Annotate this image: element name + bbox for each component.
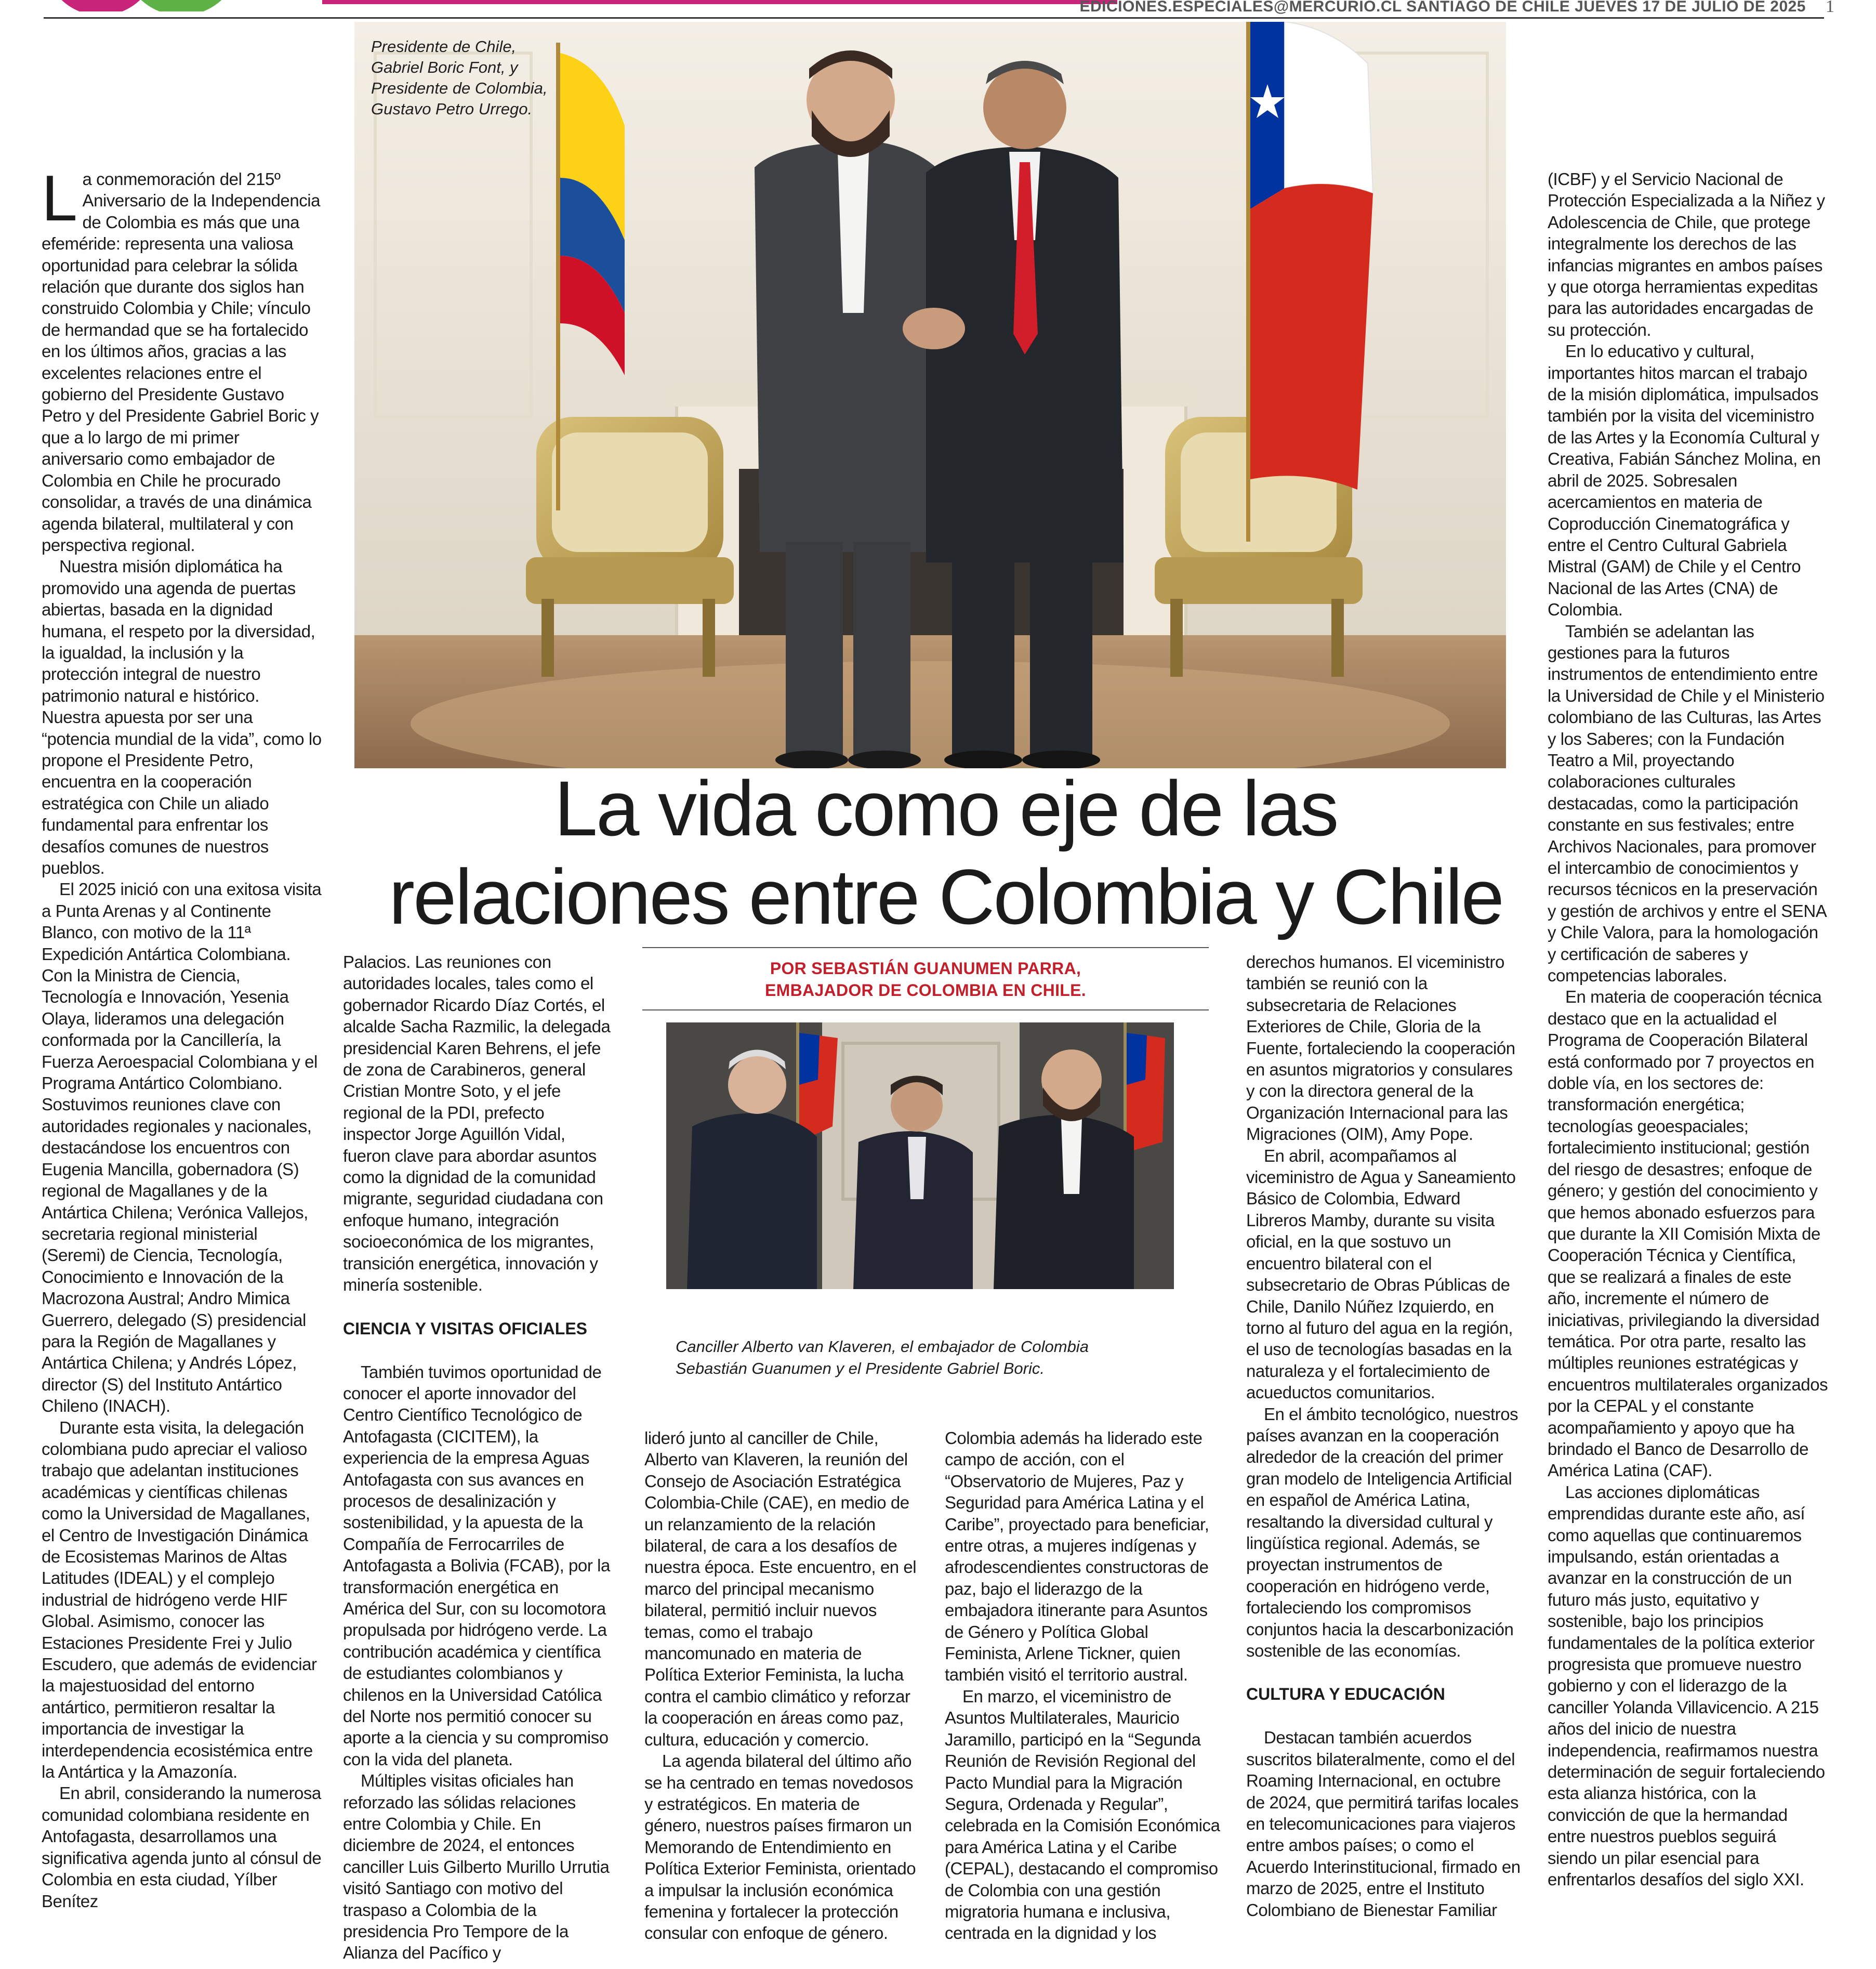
logo-magenta-circle (44, 0, 158, 11)
paragraph: En abril, considerando la numerosa comunidad colombiana residente en Antofagasta, desarrollamos una significativa agenda junto al cónsul de Colombia en esta ciudad, Yílber Benítez (42, 1783, 322, 1911)
paragraph-text: a conmemoración del 215º Aniversario de la Independencia de Colombia es más que una efeméride: representa una valiosa oportunidad para celebrar la sólida relación que durante dos siglos han construido Colombia y Chile; vínculo de hermandad que se ha fortalecido en los últimos años, gracias a las excelentes relaciones entre el gobierno del Presidente Gustavo Petro y del Presidente Gabriel Boric y que a lo largo de mi primer aniversario como embajador de Colombia en Chile he procurado consolidar, a través de una dinámica agenda bilateral, multilateral y con perspectiva regional. (42, 169, 321, 555)
article-column-3 (644, 1427, 917, 1944)
page-number: 1 (1826, 0, 1834, 16)
paragraph: Las acciones diplomáticas emprendidas durante este año, así como aquellas que continuaremos impulsando, están orientadas a avanzar en la construcción de un futuro más justo, equitativo y sostenible, bajo los principios fundamentales de la política exterior progresista que promueve nuestro gobierno y con el liderazgo de la canciller Yolanda Villavicencio. A 215 años del inicio de nuestra independencia, reafirmamos nuestra determinación de seguir fortaleciendo esta alianza histórica, con la convicción de que la hermandad entre nuestros pueblos seguirá siendo un pilar esencial para enfrentarlos desafíos del siglo XXI. (1548, 1482, 1825, 1889)
paragraph: En materia de cooperación técnica destaco que en la actualidad el Programa de Cooperación Bilateral está conformado por 7 proyectos en doble vía, en los sectores de: transformación energética; tecnologías geoespaciales; fortalecimiento institucional; gestión del riesgo de desastres; enfoque de género; y gestión del conocimiento y que hemos abonado esfuerzos para que durante la XII Comisión Mixta de Cooperación Técnica y Científica, que se realizará a finales de este año, incremente el número de iniciativas, privilegiando la diversidad temática. Por otra parte, resalto las múltiples reuniones estratégicas y encuentros multilaterales organizados por la CEPAL y el constante acompañamiento y apoyo que ha brindado el Banco de Desarrollo de América Latina (CAF). (1548, 987, 1828, 1480)
article-column-5 (1246, 951, 1522, 1921)
byline-rule-bottom (642, 1009, 1209, 1010)
article-column-4 (945, 1427, 1220, 1944)
article-column-1 (42, 163, 322, 1912)
headline (291, 764, 1601, 941)
lead-paragraph (42, 163, 322, 556)
secondary-photo (666, 1022, 1174, 1289)
header-rule (44, 17, 1824, 19)
logo-green-circle (122, 0, 241, 11)
byline (642, 957, 1209, 1001)
paragraph: Colombia además ha liderado este campo de acción, con el “Observatorio de Mujeres, Paz y Seguridad para América Latina y el Caribe”, proyectado para beneficiar, entre otras, a mujeres indígenas y afrodescendientes constructoras de paz, bajo el liderazgo de la embajadora itinerante para Asuntos de Género y Política Global Feminista, Arlene Tickner, quien también visitó el territorio austral. (945, 1428, 1209, 1685)
secondary-photo-caption (676, 1336, 1174, 1380)
section-heading: CULTURA Y EDUCACIÓN (1246, 1685, 1445, 1704)
byline-line: EMBAJADOR DE COLOMBIA EN CHILE. (765, 981, 1086, 1000)
caption-line: Gustavo Petro Urrego. (371, 100, 533, 118)
headline-line: La vida como eje de las (554, 765, 1338, 852)
paragraph: En lo educativo y cultural, importantes hitos marcan el trabajo de la misión diplomática, impulsados también por la visita del viceministro de las Artes y la Economía Cultural y Creativa, Fabián Sánchez Molina, en abril de 2025. Sobresalen acercamientos en materia de Coproducción Cinematográfica y entre el Centro Cultural Gabriela Mistral (GAM) de Chile y el Centro Nacional de las Artes (CNA) de Colombia. (1548, 342, 1821, 620)
caption-line: Presidente de Colombia, (371, 79, 548, 97)
paragraph: Múltiples visitas oficiales han reforzado las sólidas relaciones entre Colombia y Chile. En diciembre de 2024, el entonces canciller Luis Gilberto Murillo Urrutia visitó Santiago con motivo del traspaso a Colombia de la presidencia Pro Tempore de la Alianza del Pacífico y (343, 1771, 610, 1963)
article-column-6 (1548, 168, 1828, 1891)
paragraph: lideró junto al canciller de Chile, Alberto van Klaveren, la reunión del Consejo de Asociación Estratégica Colombia-Chile (CAE), en medio de un relanzamiento de la relación bilateral, de cara a los desafíos de nuestra época. Este encuentro, en el marco del principal mecanismo bilateral, permitió incluir nuevos temas, como el trabajo mancomunado en materia de Política Exterior Feminista, la lucha contra el cambio climático y reforzar la cooperación en áreas como paz, cultura, educación y comercio. (644, 1428, 917, 1749)
headline-line: relaciones entre Colombia y Chile (389, 853, 1503, 940)
paragraph: En abril, acompañamos al viceministro de Agua y Saneamiento Básico de Colombia, Edward Libreros Mamby, durante su visita oficial, en la que sostuvo un encuentro bilateral con el subsecretario de Obras Públicas de Chile, Danilo Núñez Izquierdo, en torno al futuro del agua en la región, el uso de tecnologías basadas en la naturaleza y el fortalecimiento de acueductos comunitarios. (1246, 1146, 1516, 1402)
main-photo (354, 22, 1506, 768)
paragraph: Durante esta visita, la delegación colombiana pudo apreciar el valioso trabajo que adelantan instituciones académicas y científicas chilenas como la Universidad de Magallanes, el Centro de Investigación Dinámica de Ecosistemas Marinos de Altas Latitudes (IDEAL) y el complejo industrial de hidrógeno verde HIF Global. Asimismo, conocer las Estaciones Presidente Frei y Julio Escudero, que además de evidenciar la majestuosidad del entorno antártico, permitieron resaltar la importancia de investigar la interdependencia ecosistémica entre la Antártica y la Amazonía. (42, 1417, 317, 1782)
caption-line: Gabriel Boric Font, y (371, 58, 518, 76)
article-column-2 (343, 951, 616, 1964)
caption-line: Sebastián Guanumen y el Presidente Gabriel Boric. (676, 1359, 1045, 1377)
section-heading: CIENCIA Y VISITAS OFICIALES (343, 1319, 587, 1338)
paragraph: (ICBF) y el Servicio Nacional de Protección Especializada a la Niñez y Adolescencia de Chile, que protege integralmente los derechos de las infancias migrantes en ambos países y que otorga herramientas expeditas para las autoridades encargadas de su protección. (1548, 169, 1825, 339)
paragraph: En el ámbito tecnológico, nuestros países avanzan en la cooperación alrededor de la creación del primer gran modelo de Inteligencia Artificial en español de América Latina, resaltando la diversidad cultural y lingüística regional. Además, se proyectan instrumentos de cooperación en hidrógeno verde, fortaleciendo los compromisos conjuntos hacia la descarbonización sostenible de las economías. (1246, 1404, 1518, 1660)
paragraph: También tuvimos oportunidad de conocer el aporte innovador del Centro Científico Tecnológico de Antofagasta (CICITEM), la experiencia de la empresa Aguas Antofagasta con sus avances en procesos de desalinización y sostenibilidad, y la apuesta de la Compañía de Ferrocarriles de Antofagasta a Bolivia (FCAB), por la transformación energética en América del Sur, con su locomotora propulsada por hidrógeno verde. La contribución académica y científica de estudiantes colombianos y chilenos en la Universidad Católica del Norte nos permitió conocer su aporte a la ciencia y su compromiso con la vida del planeta. (343, 1362, 610, 1769)
paragraph: En marzo, el viceministro de Asuntos Multilaterales, Mauricio Jaramillo, participó en la “Segunda Reunión de Revisión Regional del Pacto Mundial para la Migración Segura, Ordenada y Regular”, celebrada en la Comisión Económica para América Latina y el Caribe (CEPAL), destacando el compromiso de Colombia con una gestión migratoria humana e inclusiva, centrada en la dignidad y los (945, 1686, 1220, 1943)
caption-line: Canciller Alberto van Klaveren, el embajador de Colombia (676, 1337, 1089, 1356)
byline-rule-top (642, 947, 1209, 948)
paragraph: El 2025 inició con una exitosa visita a Punta Arenas y al Continente Blanco, con motivo de la 11ª Expedición Antártica Colombiana. Con la Ministra de Ciencia, Tecnología e Innovación, Yesenia Olaya, lideramos una delegación conformada por la Cancillería, la Fuerza Aeroespacial Colombiana y el Programa Antártico Colombiano. Sostuvimos reuniones clave con autoridades regionales y nacionales, destacándose los encuentros con Eugenia Mancilla, gobernadora (S) regional de Magallanes y de la Antártica Chilena; Verónica Vallejos, secretaria regional ministerial (Seremi) de Ciencia, Tecnología, Conocimiento e Innovación de la Macrozona Austral; Andro Mimica Guerrero, delegado (S) presidencial para la Región de Magallanes y Antártica Chilena; y Andrés López, director (S) del Instituto Antártico Chileno (INACH). (42, 880, 322, 1416)
paragraph: Destacan también acuerdos suscritos bilateralmente, como el del Roaming Internacional, en octubre de 2024, que permitirá tarifas locales en telecomunicaciones para viajeros entre ambos países; o como el Acuerdo Interinstitucional, firmado en marzo de 2025, entre el Instituto Colombiano de Bienestar Familiar (1246, 1728, 1521, 1920)
header-accent-bar (322, 0, 1117, 4)
caption-line: Presidente de Chile, (371, 37, 517, 56)
drop-cap: L (42, 163, 77, 234)
paragraph: derechos humanos. El viceministro también se reunió con la subsecretaria de Relaciones Exteriores de Chile, Gloria de la Fuente, fortaleciendo la cooperación en asuntos migratorios y consulares y con la directora general de la Organización Internacional para las Migraciones (OIM), Amy Pope. (1246, 952, 1515, 1144)
section-logo (44, 0, 246, 11)
byline-line: POR SEBASTIÁN GUANUMEN PARRA, (770, 959, 1081, 978)
paragraph: También se adelantan las gestiones para la futuros instrumentos de entendimiento entre la Universidad de Chile y el Ministerio colombiano de las Culturas, las Artes y los Saberes; con la Fundación Teatro a Mil, proyectando colaboraciones culturales destacadas, como la participación constante en sus festivales; entre Archivos Nacionales, para promover el intercambio de conocimientos y recursos técnicos en la preservación y gestión de archivos y entre el SENA y Chile Valora, para la homologación y certificación de saberes y competencias laborales. (1548, 621, 1826, 986)
paragraph: Palacios. Las reuniones con autoridades locales, tales como el gobernador Ricardo Díaz Cortés, el alcalde Sacha Razmilic, la delegada presidencial Karen Behrens, el jefe de zona de Carabineros, general Cristian Montre Soto, y el jefe regional de la PDI, prefecto inspector Jorge Aguillón Vidal, fueron clave para abordar asuntos como la dignidad de la comunidad migrante, seguridad ciudadana con enfoque humano, integración socioeconómica de los migrantes, transición energética, innovación y minería sostenible. (343, 952, 611, 1295)
paragraph: Nuestra misión diplomática ha promovido una agenda de puertas abiertas, basada en la dignidad humana, el respeto por la diversidad, la igualdad, la inclusión y la protección integral de nuestro patrimonio natural e histórico. Nuestra apuesta por ser una “potencia mundial de la vida”, como lo propone el Presidente Petro, encuentra en la cooperación estratégica con Chile un aliado fundamental para enfrentar los desafíos comunes de nuestros pueblos. (42, 557, 322, 877)
chile-flag (1246, 22, 1373, 542)
main-photo-caption (371, 36, 641, 120)
paragraph: La agenda bilateral del último año se ha centrado en temas novedosos y estratégicos. En materia de género, nuestros países firmaron un Memorando de Entendimiento en Política Exterior Feminista, orientado a impulsar la inclusión económica femenina y fortalecer la protección consular con enfoque de género. (644, 1751, 916, 1943)
header-dateline: EDICIONES.ESPECIALES@MERCURIO.CL SANTIAGO DE CHILE JUEVES 17 DE JULIO DE 2025 (1079, 0, 1806, 15)
